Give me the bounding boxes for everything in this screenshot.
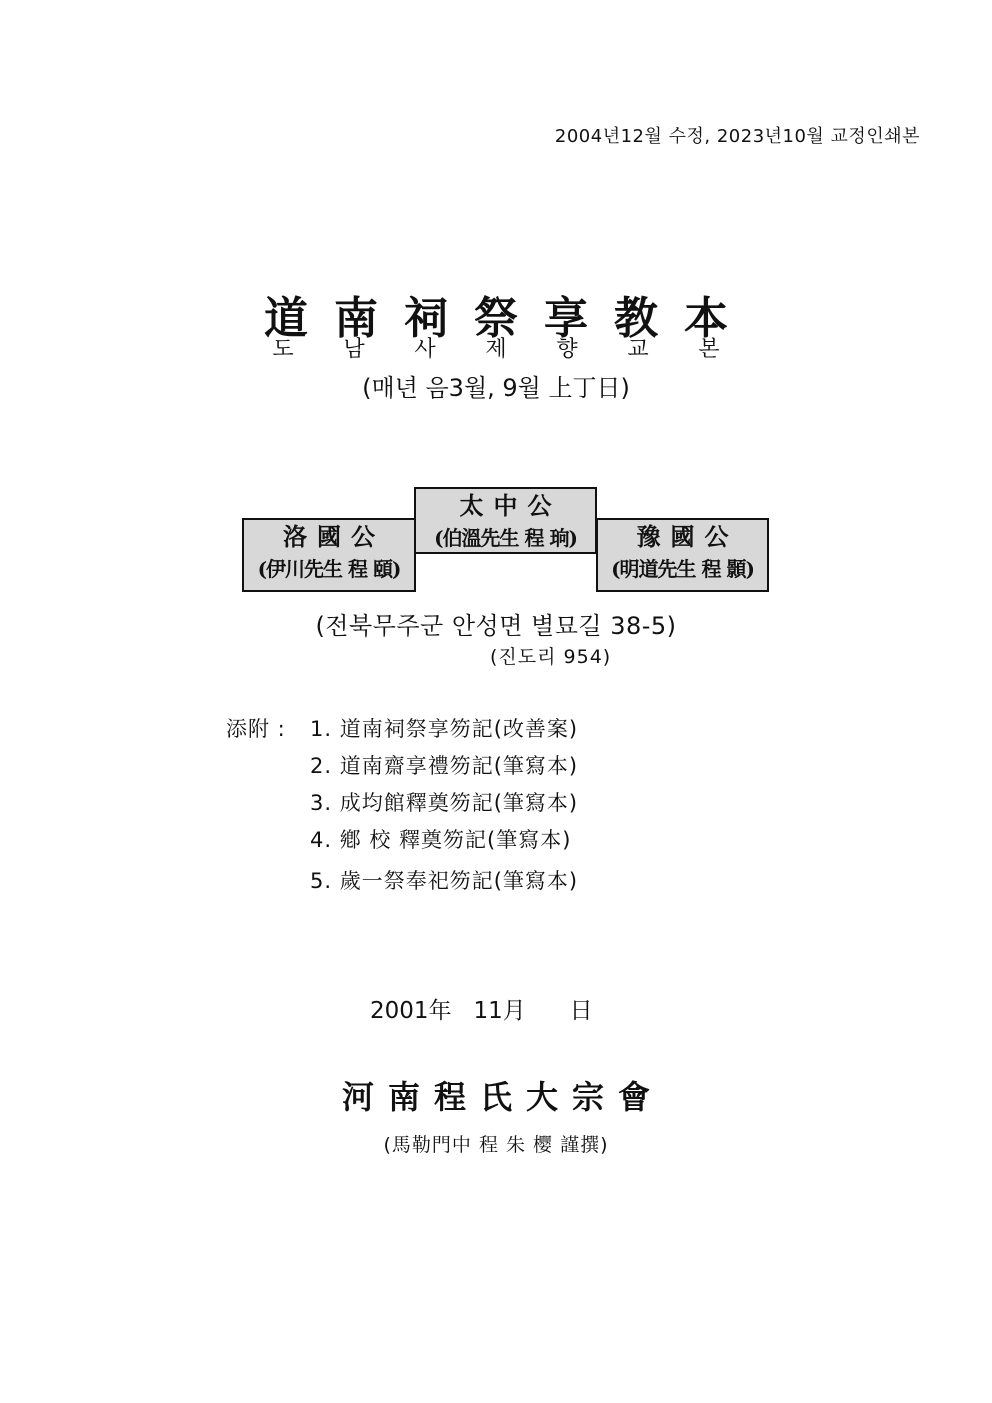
- title-reading-char: 도: [272, 337, 294, 362]
- ancestor-name: 豫國公: [636, 522, 739, 551]
- shrine-address: (전북무주군 안성면 별묘길 38-5): [315, 612, 677, 640]
- ancestor-box-right: [596, 518, 769, 592]
- attachment-item: 4. 鄕 校 釋奠笏記(筆寫本): [310, 828, 572, 852]
- ancestor-detail: (伯溫先生 程 珦): [434, 526, 577, 550]
- shrine-address-lot: (진도리 954): [490, 646, 612, 668]
- document-title: 道南祠祭享教本: [264, 293, 754, 344]
- title-reading-char: 남: [343, 337, 365, 362]
- attachments-label: 添附 :: [226, 717, 286, 741]
- title-reading-char: 제: [485, 337, 507, 362]
- attachments-list: [310, 713, 578, 902]
- ceremony-schedule: (매년 음3월, 9월 上丁日): [362, 374, 630, 402]
- title-reading: [0, 332, 992, 363]
- attachment-item: 3. 成均館釋奠笏記(筆寫本): [310, 791, 579, 815]
- ancestor-box-center: [414, 487, 597, 554]
- attachment-item: 2. 道南齋享禮笏記(筆寫本): [310, 754, 579, 778]
- ancestor-box-left: [242, 518, 416, 592]
- publication-date: 2001年 11月 日: [370, 998, 593, 1024]
- author-credit: (馬勒門中 程 朱 樱 謹撰): [383, 1134, 609, 1156]
- attachment-item: 1. 道南祠祭享笏記(改善案): [310, 717, 579, 741]
- title-reading-char: 교: [627, 337, 649, 362]
- title-reading-char: 향: [556, 337, 578, 362]
- organization-name: 河南程氏大宗會: [341, 1078, 664, 1116]
- title-reading-char: 본: [698, 337, 720, 362]
- ancestor-name: 太中公: [459, 491, 562, 520]
- revision-note: 2004년12월 수정, 2023년10월 교정인쇄본: [554, 126, 920, 147]
- attachment-item: 5. 歲一祭奉祀笏記(筆寫本): [310, 869, 579, 893]
- title-reading-char: 사: [414, 337, 436, 362]
- ancestor-detail: (明道先生 程 顥): [611, 557, 754, 581]
- ancestor-name: 洛國公: [283, 522, 385, 551]
- ancestor-detail: (伊川先生 程 頤): [257, 557, 401, 581]
